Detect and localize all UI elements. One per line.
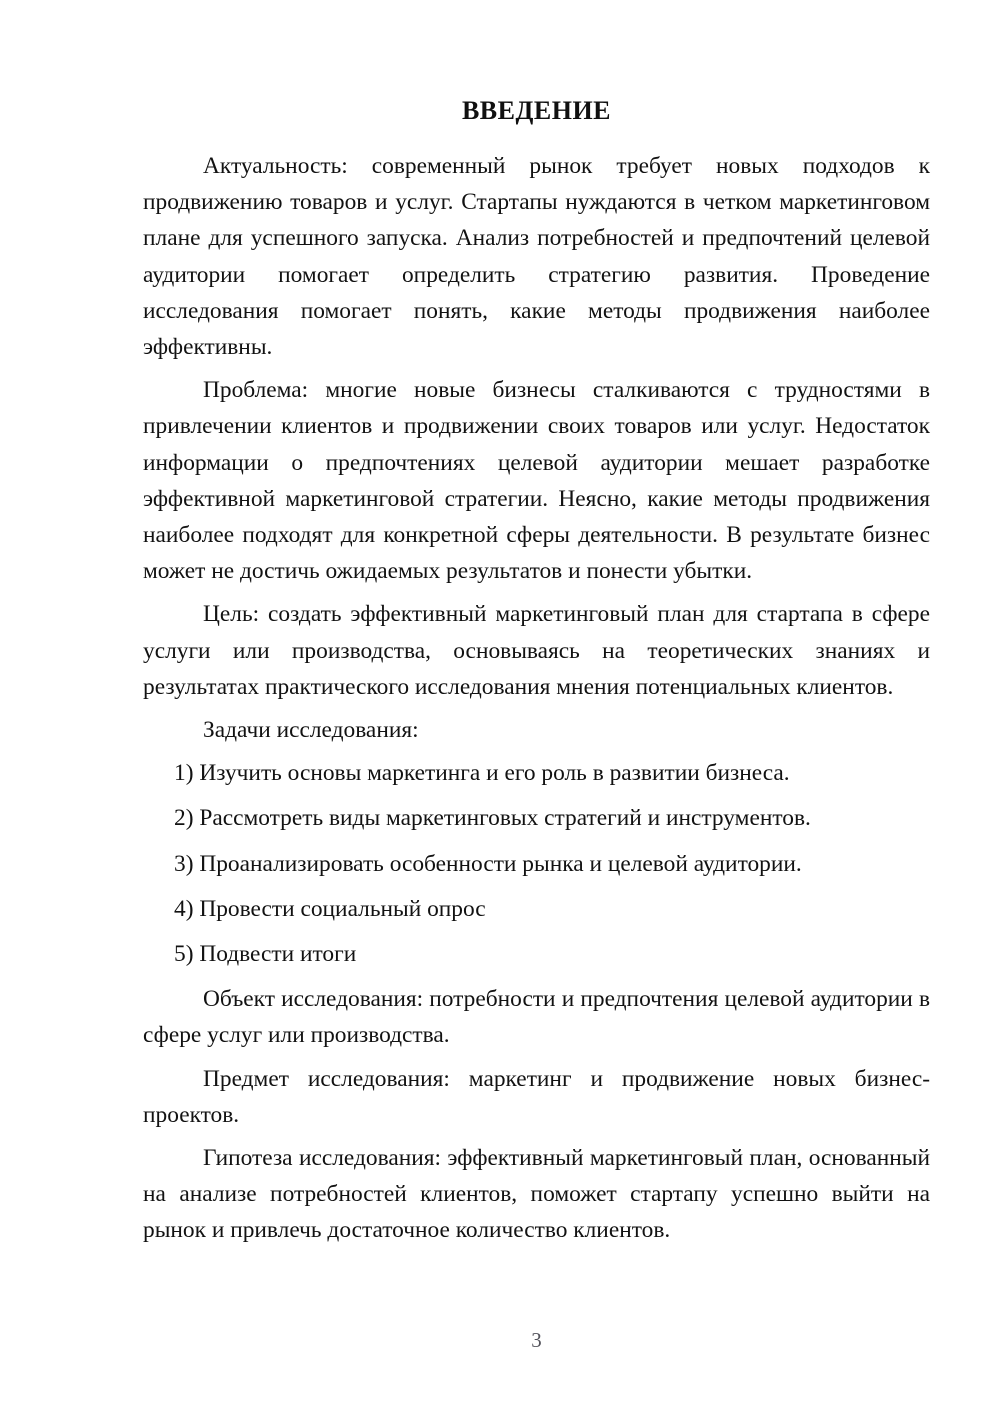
paragraph-goal: Цель: создать эффективный маркетинговый план для стартапа в сфере услуги или производства, основываясь на теоретических знаниях и результатах практического исследования мнения потенциальных клиентов. bbox=[143, 601, 930, 700]
paragraph-problem: Проблема: многие новые бизнесы сталкиваются с трудностями в привлечении клиентов и продвижении своих товаров или услуг. Недостаток информации о предпочтениях целевой аудитории мешает разработке эффективной маркетинговой стратегии. Неясно, какие методы продвижения наиболее подходят для конкретной сферы деятельности. В результате бизнес может не достичь ожидаемых результатов и понести убытки. bbox=[143, 377, 930, 585]
document-content bbox=[143, 96, 930, 1256]
task-item-4: 4) Провести социальный опрос bbox=[174, 895, 486, 922]
paragraph-hypothesis: Гипотеза исследования: эффективный маркетинговый план, основанный на анализе потребностей клиентов, поможет стартапу успешно выйти на рынок и привлечь достаточное количество клиентов. bbox=[143, 1145, 930, 1244]
paragraph-subject: Предмет исследования: маркетинг и продвижение новых бизнес-проектов. bbox=[143, 1065, 930, 1128]
page-number: 3 bbox=[531, 1328, 542, 1352]
task-item-1: 1) Изучить основы маркетинга и его роль в развитии бизнеса. bbox=[174, 760, 790, 787]
section-title: ВВЕДЕНИЕ bbox=[461, 96, 612, 125]
task-item-2: 2) Рассмотреть виды маркетинговых стратегий и инструментов. bbox=[174, 805, 811, 832]
paragraph-actuality: Актуальность: современный рынок требует новых подходов к продвижению товаров и услуг. Стартапы нуждаются в четком маркетинговом плане для успешного запуска. Анализ потребностей и предпочтений целевой аудитории помогает определить стратегию развития. Проведение исследования помогает понять, какие методы продвижения наиболее эффективны. bbox=[143, 153, 930, 361]
paragraph-object: Объект исследования: потребности и предпочтения целевой аудитории в сфере услуг или производства. bbox=[143, 986, 930, 1049]
task-item-5: 5) Подвести итоги bbox=[174, 941, 357, 968]
task-item-3: 3) Проанализировать особенности рынка и целевой аудитории. bbox=[174, 850, 802, 877]
tasks-heading: Задачи исследования: bbox=[203, 717, 419, 744]
